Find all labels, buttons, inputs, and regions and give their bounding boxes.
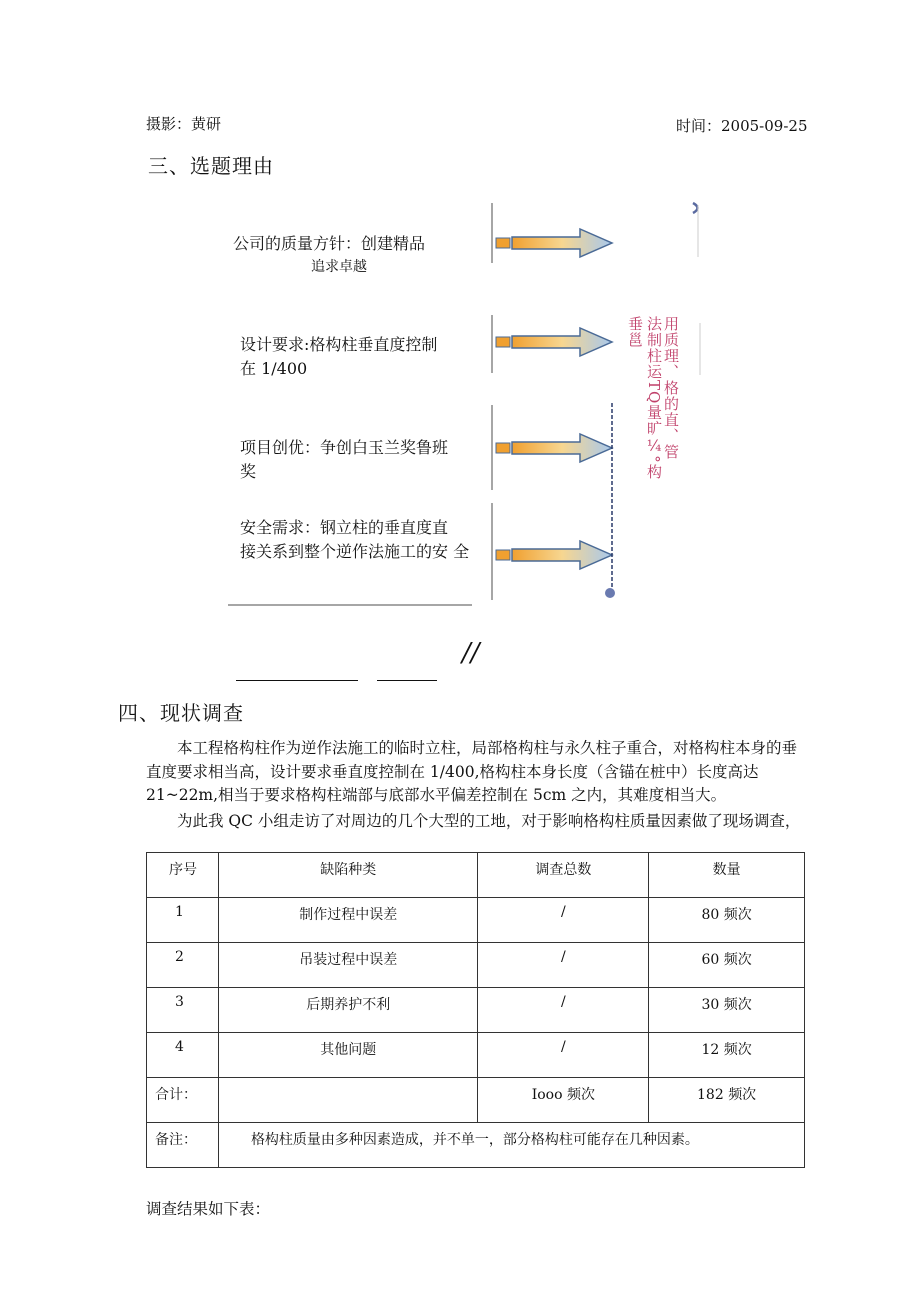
- row-survey: /: [478, 898, 649, 943]
- reason-2-line2: 在 1/400: [240, 359, 308, 378]
- row-defect: 吊装过程中误差: [218, 943, 478, 988]
- slash-marks: //: [462, 638, 480, 668]
- connector-dot-icon: [605, 588, 615, 598]
- note-text: 格构柱质量由多种因素造成，并不单一，部分格构柱可能存在几种因素。: [218, 1123, 804, 1168]
- row-quantity: 12 频次: [649, 1033, 805, 1078]
- row-index: 1: [147, 898, 219, 943]
- table-row: [147, 898, 805, 943]
- divider-rule-1: [236, 680, 358, 681]
- row-index: 3: [147, 988, 219, 1033]
- arrow-3: [496, 434, 612, 462]
- side-text-col-1: 用质理、格的直、管: [662, 316, 680, 460]
- reason-4-line1: 安全需求：钢立柱的垂直度直: [240, 518, 449, 537]
- reason-3-line1: 项目创优：争创白玉兰奖鲁班: [240, 438, 449, 457]
- row-defect: 制作过程中误差: [218, 898, 478, 943]
- total-label: 合计：: [147, 1078, 219, 1123]
- total-quantity: 182 频次: [649, 1078, 805, 1123]
- table-header-row: [147, 853, 805, 898]
- result-line: 调查结果如下表：: [146, 1200, 271, 1218]
- reason-1-line1: 公司的质量方针：创建精品: [233, 234, 426, 253]
- connector-top-icon: [693, 203, 698, 213]
- row-survey: /: [478, 1033, 649, 1078]
- header-index: 序号: [147, 853, 219, 898]
- note-label: 备注：: [147, 1123, 219, 1168]
- reason-2-line1: 设计要求:格构柱垂直度控制: [240, 335, 438, 354]
- row-quantity: 80 频次: [649, 898, 805, 943]
- header-quantity: 数量: [649, 853, 805, 898]
- arrow-4: [496, 541, 612, 569]
- reason-4-line2: 接关系到整个逆作法施工的安 全: [240, 542, 470, 561]
- photographer-credit: 摄影：黄研: [146, 115, 222, 133]
- section-4-title: 四、现状调查: [118, 701, 244, 725]
- row-survey: /: [478, 988, 649, 1033]
- header-survey-total: 调查总数: [478, 853, 649, 898]
- row-defect: 其他问题: [218, 1033, 478, 1078]
- table-note-row: [147, 1123, 805, 1168]
- row-defect: 后期养护不利: [218, 988, 478, 1033]
- table-row: [147, 943, 805, 988]
- divider-rule-2: [377, 680, 437, 681]
- table-row: [147, 1033, 805, 1078]
- photo-time: 时间：2005-09-25: [676, 117, 808, 135]
- row-index: 2: [147, 943, 219, 988]
- row-index: 4: [147, 1033, 219, 1078]
- total-empty: [218, 1078, 478, 1123]
- reason-1-line2: 追求卓越: [311, 259, 367, 275]
- reason-3-line2: 奖: [240, 462, 257, 481]
- paragraph-2: 为此我 QC 小组走访了对周边的几个大型的工地，对于影响格构柱质量因素做了现场调查，: [177, 812, 801, 830]
- table-row: [147, 988, 805, 1033]
- row-quantity: 60 频次: [649, 943, 805, 988]
- row-survey: /: [478, 943, 649, 988]
- survey-table: [146, 852, 805, 1168]
- arrow-2: [496, 328, 612, 356]
- header-defect-type: 缺陷种类: [218, 853, 478, 898]
- arrow-1: [496, 229, 612, 257]
- total-survey: Iooo 频次: [478, 1078, 649, 1123]
- row-quantity: 30 频次: [649, 988, 805, 1033]
- paragraph-1: 本工程格构柱作为逆作法施工的临时立柱，局部格构柱与永久柱子重合，对格构柱本身的垂直度要求相当高，设计要求垂直度控制在 1/400,格构柱本身长度（含锚在桩中）长度高达 21~22m,相当于要求格构柱端部与底部水平偏差控制在 5cm 之内，其难度相当大。: [146, 739, 798, 804]
- section-3-title: 三、选题理由: [148, 154, 274, 178]
- side-text-col-3: 垂邕: [626, 316, 644, 348]
- table-total-row: [147, 1078, 805, 1123]
- side-text-col-2: 法制柱运TQ量旷¼°构: [645, 316, 663, 480]
